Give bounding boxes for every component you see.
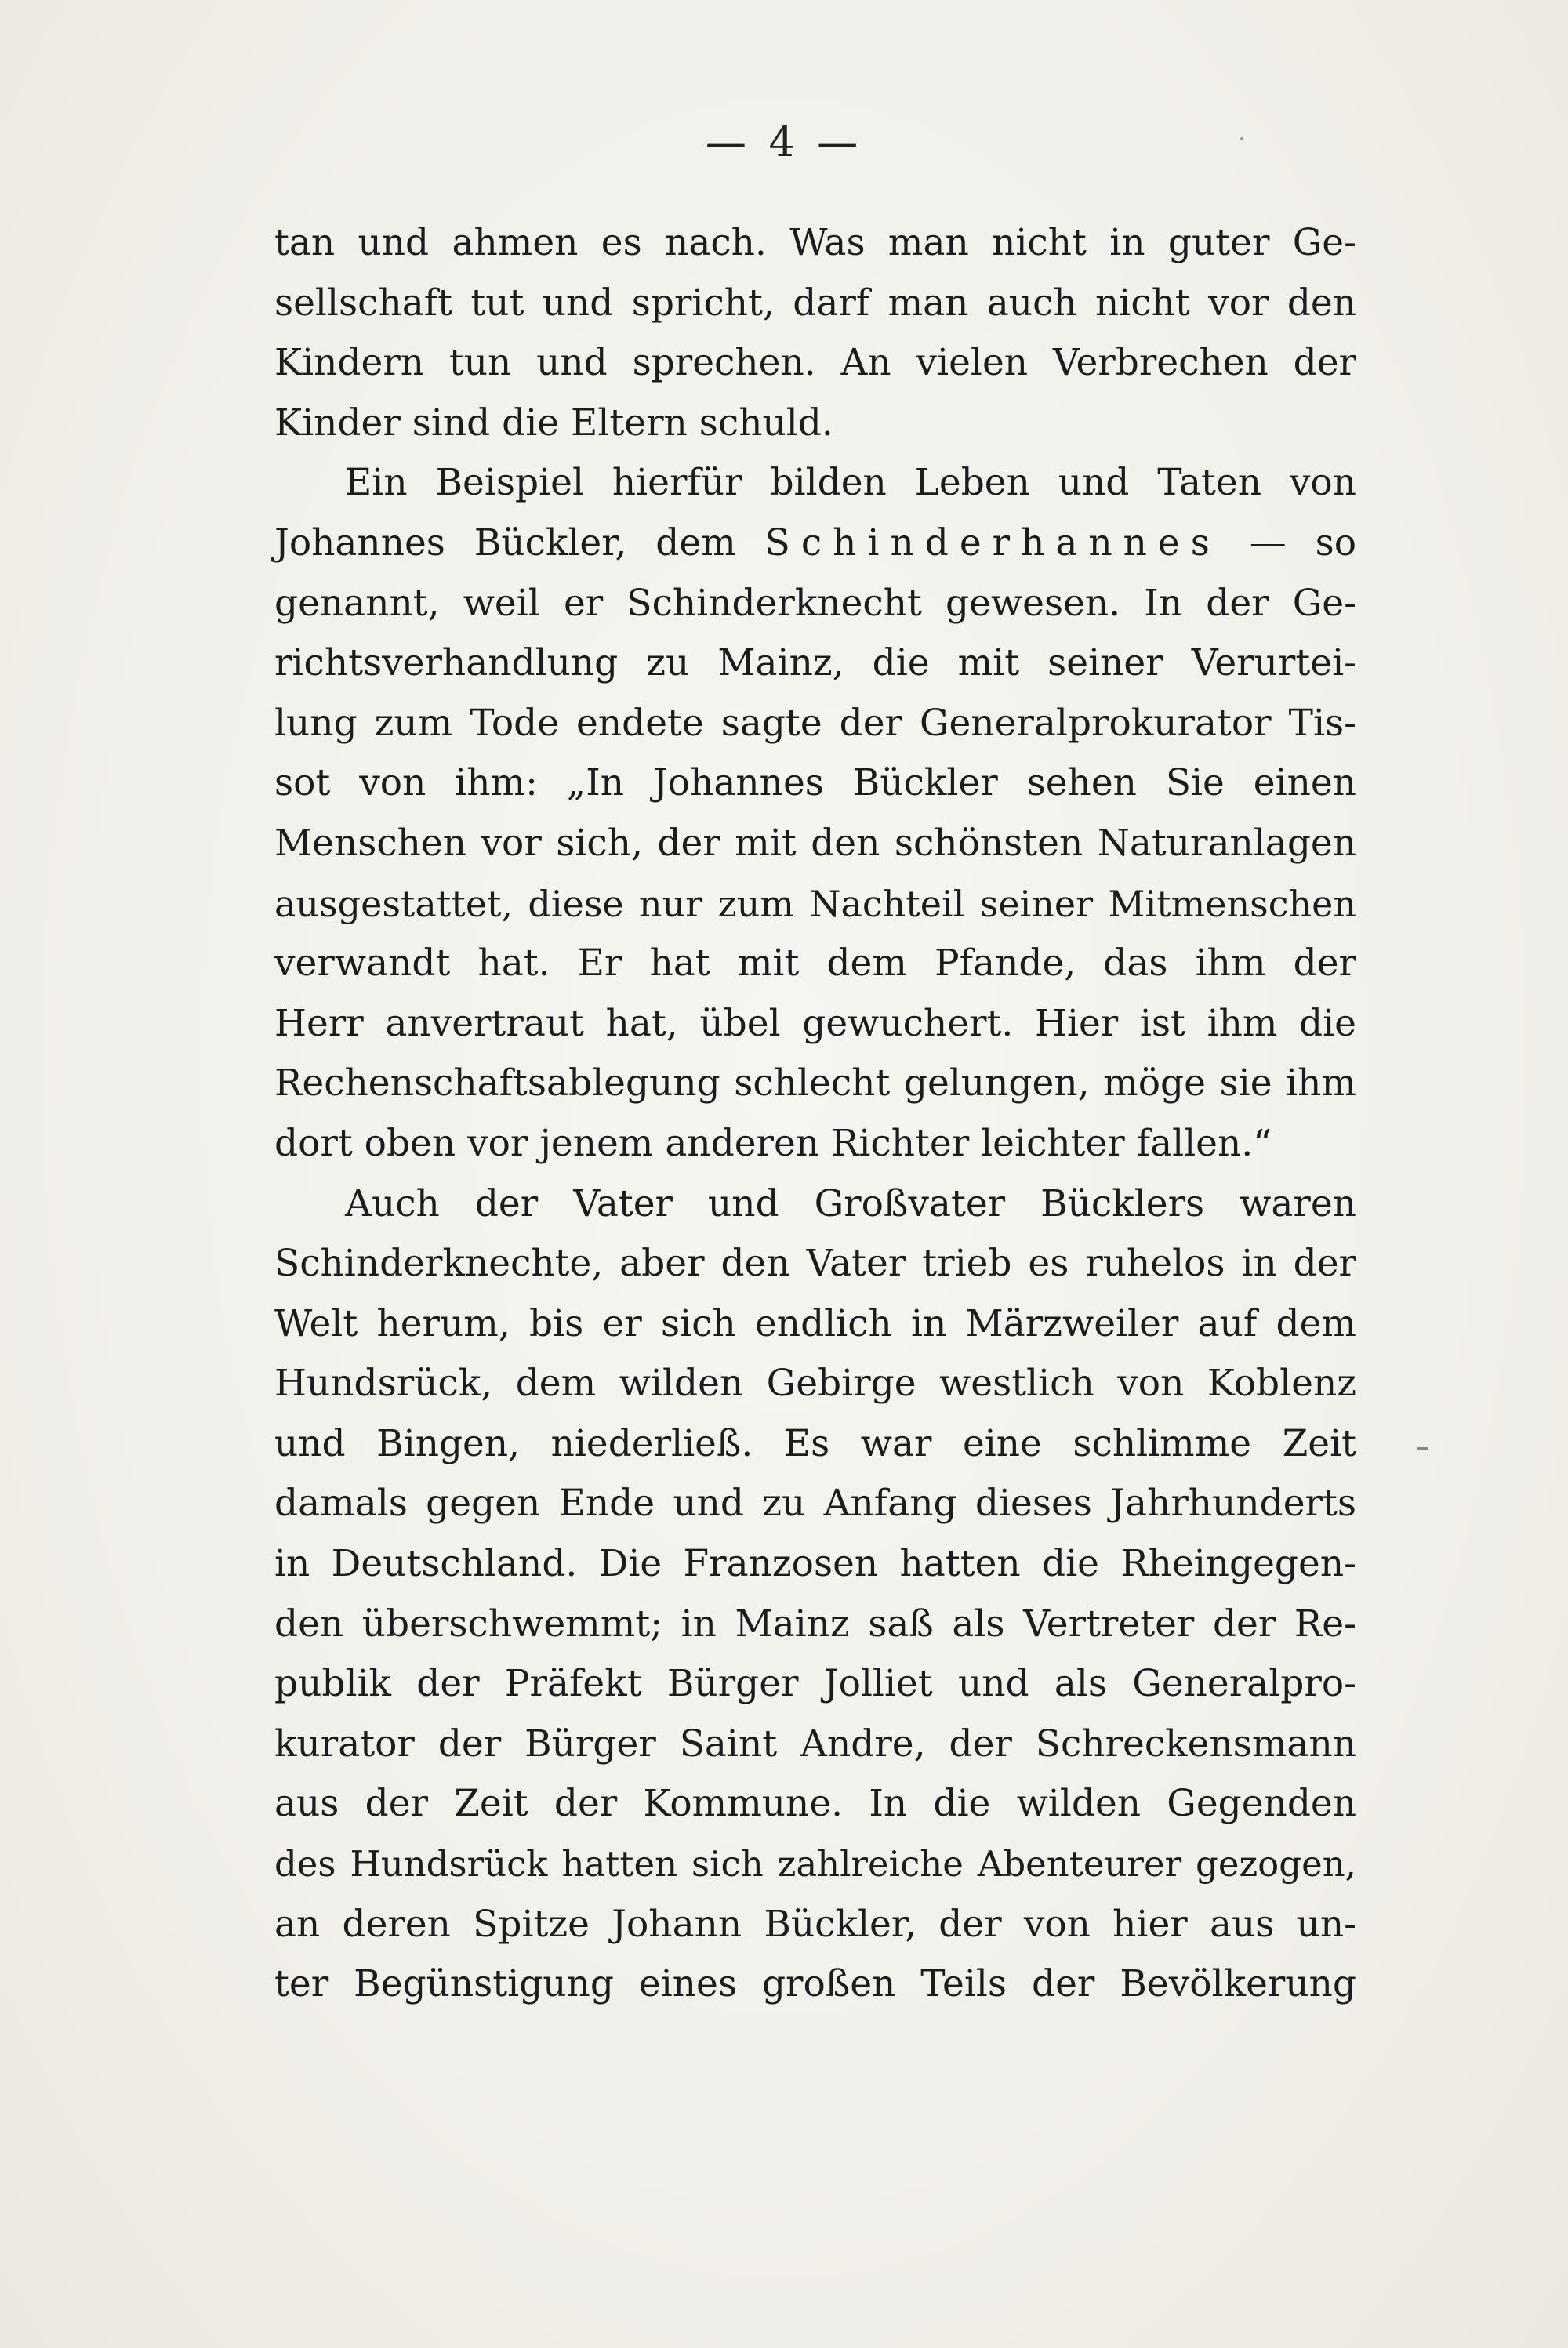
- text-line: Kinder sind die Eltern schuld.: [274, 401, 833, 445]
- text-line: ausgestattet, diese nur zum Nachteil seiner Mitmenschen: [274, 882, 1356, 925]
- body-text: [274, 213, 1356, 2015]
- text-line: des Hundsrück hatten sich zahlreiche Abenteurer gezogen,: [274, 1843, 1356, 1885]
- text-line: genannt, weil er Schinderknecht gewesen. In der Ge-: [274, 581, 1356, 625]
- text-line: aus der Zeit der Kommune. In die wilden Gegenden: [274, 1782, 1356, 1826]
- page-number: — 4 —: [705, 119, 863, 166]
- text-line: Schinderknechte, aber den Vater trieb es ruhelos in der: [274, 1242, 1356, 1286]
- text-line: in Deutschland. Die Franzosen hatten die Rheingegen-: [274, 1542, 1356, 1586]
- text-line: Hundsrück, dem wilden Gebirge westlich von Koblenz: [274, 1362, 1356, 1406]
- text-line: Auch der Vater und Großvater Bücklers waren: [345, 1181, 1356, 1225]
- text-line: richtsverhandlung zu Mainz, die mit seiner Verurtei-: [274, 641, 1356, 685]
- text-line: verwandt hat. Er hat mit dem Pfande, das ihm der: [274, 942, 1356, 985]
- text-line: tan und ahmen es nach. Was man nicht in guter Ge-: [274, 221, 1356, 264]
- text-line: ter Begünstigung eines großen Teils der Bevölkerung: [274, 1962, 1356, 2006]
- text-line: sellschaft tut und spricht, darf man auch nicht vor den: [274, 281, 1356, 325]
- margin-mark: [1417, 1447, 1428, 1450]
- text-line: damals gegen Ende und zu Anfang dieses Jahrhunderts: [274, 1482, 1356, 1526]
- text-line: an deren Spitze Johann Bückler, der von hier aus un-: [274, 1902, 1356, 1946]
- text-line: den überschwemmt; in Mainz saß als Vertreter der Re-: [274, 1602, 1356, 1646]
- emphasized-name: Schinderhannes: [764, 521, 1221, 564]
- text-line: Herr anvertraut hat, übel gewuchert. Hier ist ihm die: [274, 1001, 1356, 1045]
- text-line: kurator der Bürger Saint Andre, der Schreckensmann: [274, 1722, 1356, 1766]
- text-fragment: — so: [1220, 521, 1356, 564]
- text-line: Menschen vor sich, der mit den schönsten Naturanlagen: [274, 821, 1356, 865]
- text-line: publik der Präfekt Bürger Jolliet und als Generalpro-: [274, 1662, 1356, 1706]
- text-line-spaced-name: [274, 514, 1356, 574]
- text-fragment: Johannes Bückler, dem: [274, 521, 765, 564]
- text-line: und Bingen, niederließ. Es war eine schlimme Zeit: [274, 1421, 1356, 1465]
- text-line: sot von ihm: „In Johannes Bückler sehen Sie einen: [274, 761, 1356, 805]
- text-line: Rechenschaftsablegung schlecht gelungen, möge sie ihm: [274, 1061, 1356, 1105]
- text-line: Welt herum, bis er sich endlich in Märzweiler auf dem: [274, 1301, 1356, 1345]
- text-line: dort oben vor jenem anderen Richter leichter fallen.“: [274, 1121, 1272, 1165]
- text-line: lung zum Tode endete sagte der Generalprokurator Tis-: [274, 701, 1356, 745]
- text-line: Ein Beispiel hierfür bilden Leben und Taten von: [345, 461, 1356, 505]
- text-line: Kindern tun und sprechen. An vielen Verbrechen der: [274, 341, 1356, 385]
